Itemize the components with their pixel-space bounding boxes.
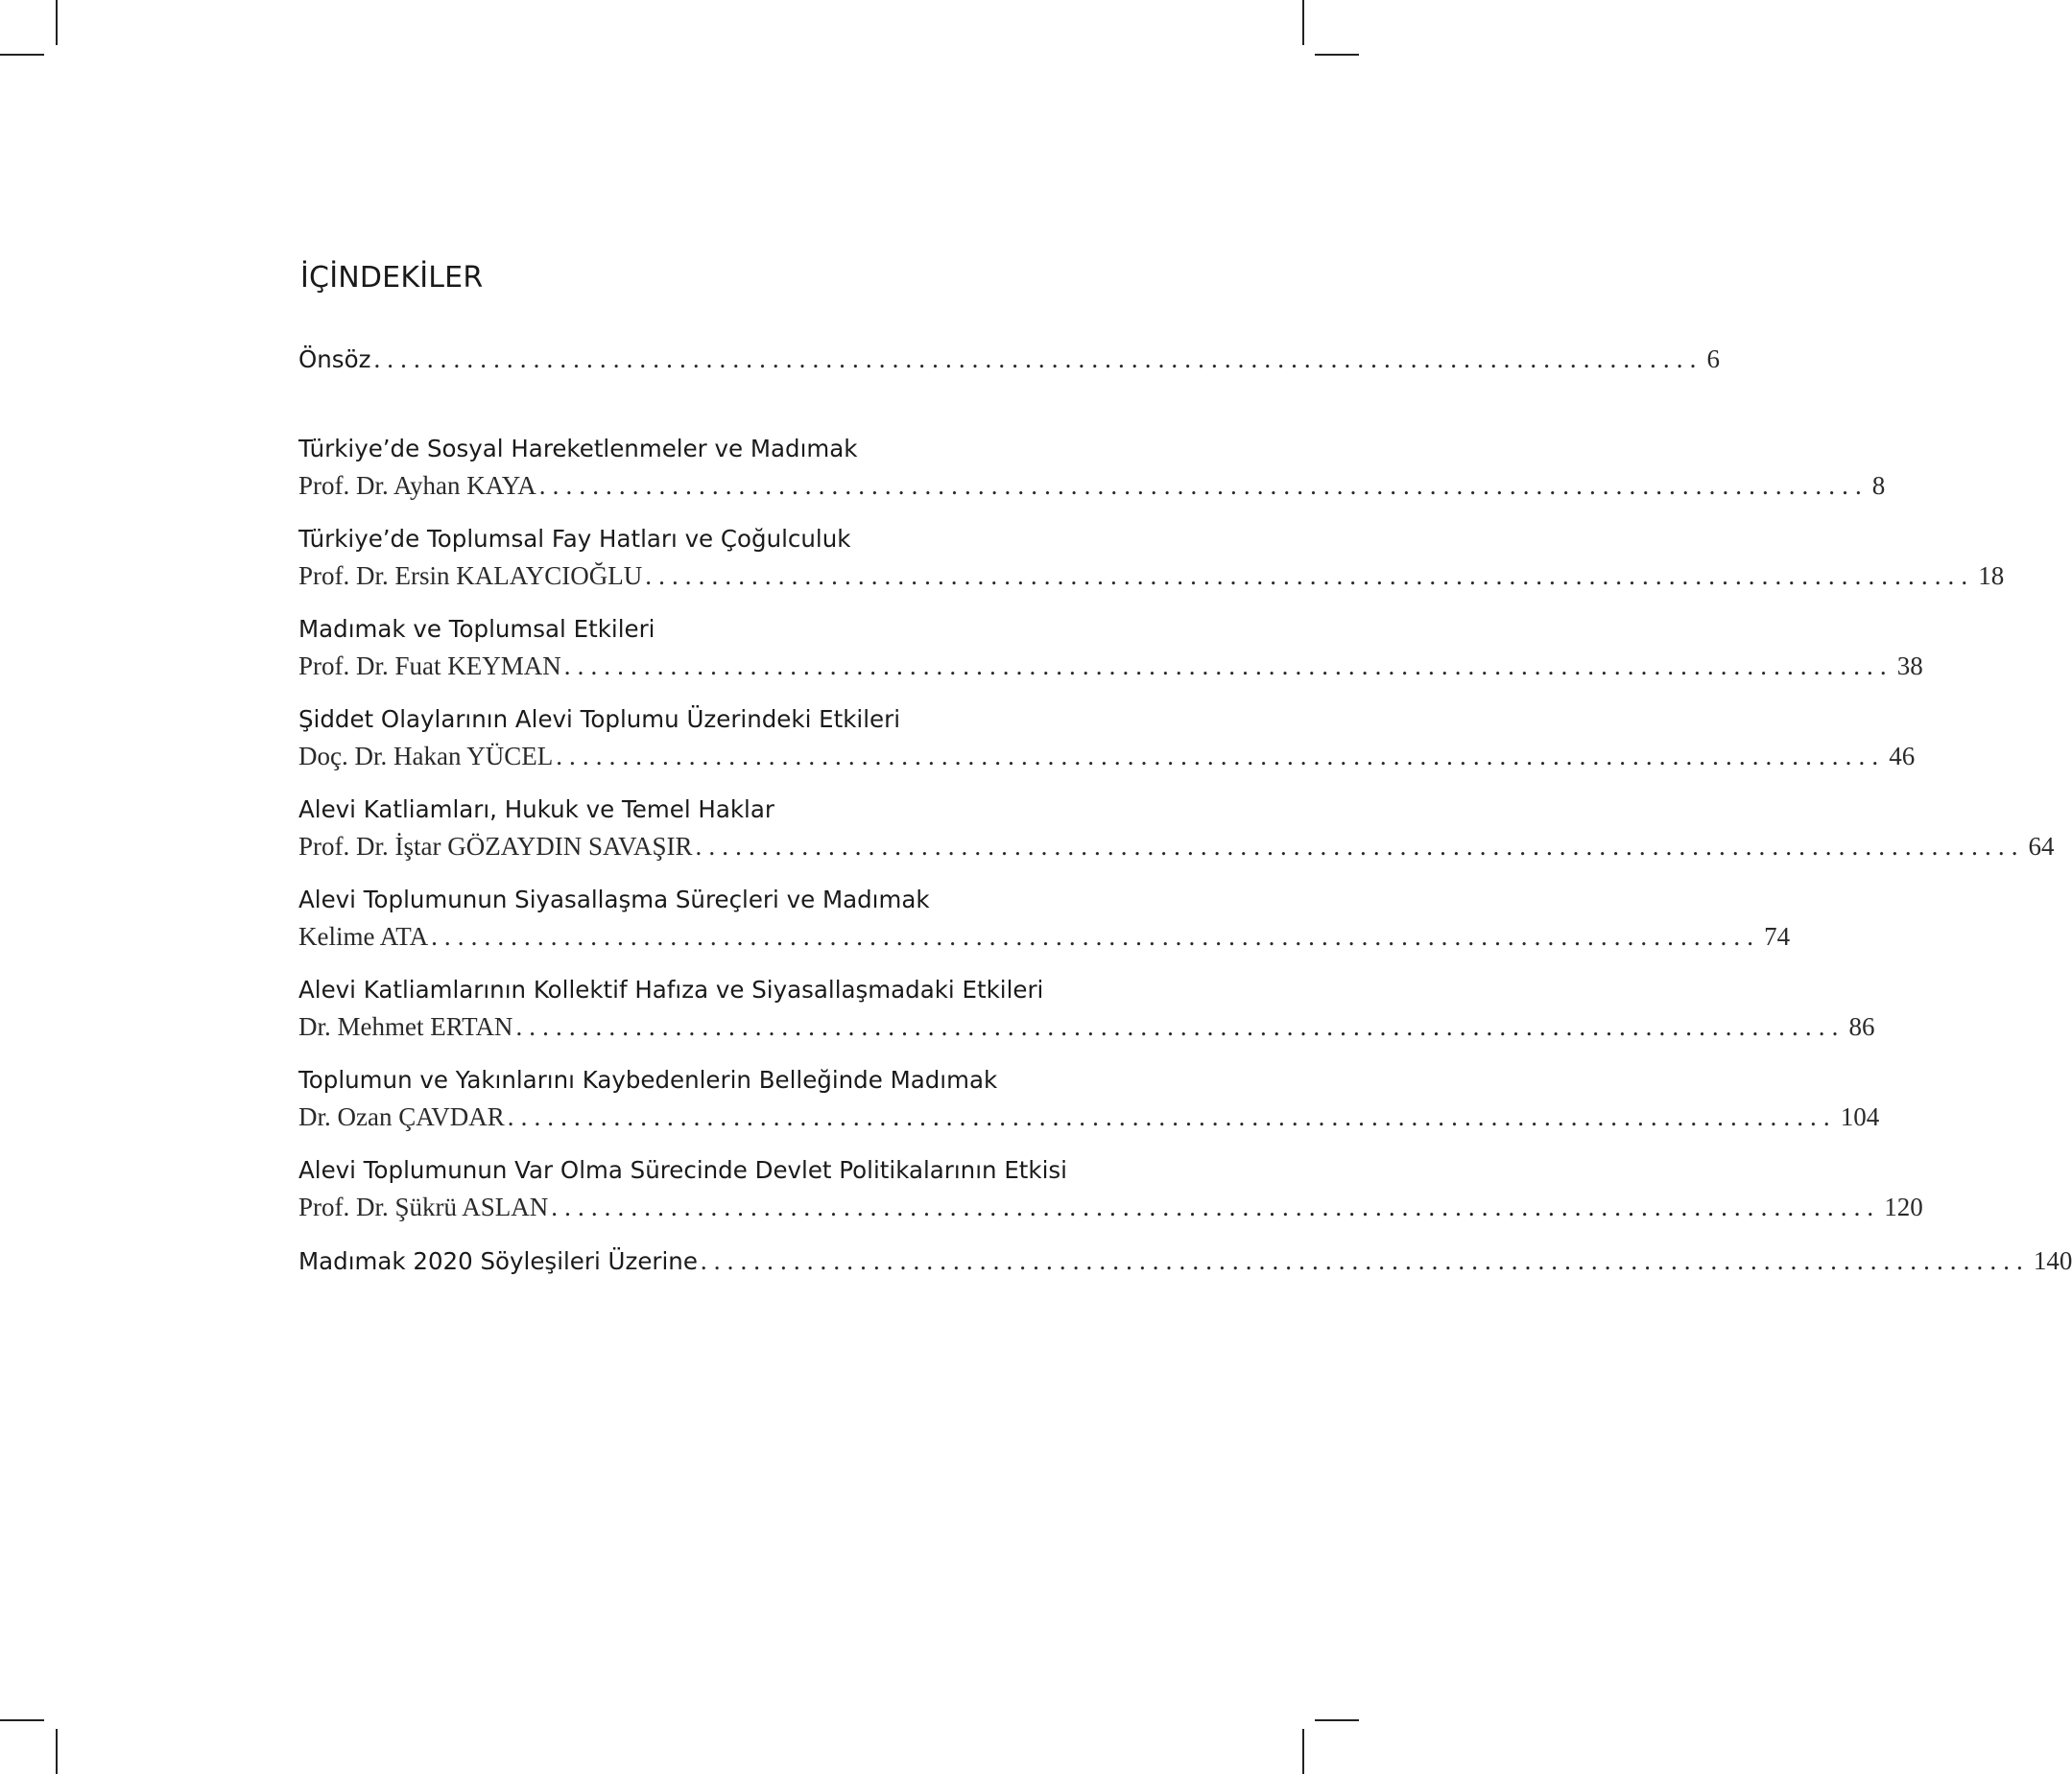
toc-entry-title: Madımak 2020 Söyleşileri Üzerine	[298, 1247, 698, 1275]
page-number: 86	[1848, 1012, 1875, 1041]
toc-entry-onsoz[interactable]	[298, 341, 1720, 377]
toc-entry[interactable]	[298, 1152, 1923, 1225]
toc-entry-title: Madımak ve Toplumsal Etkileri	[298, 615, 655, 643]
dot-leader: ....................................................................................................	[695, 832, 2025, 861]
toc-entry-title: Şiddet Olaylarının Alevi Toplumu Üzerindeki Etkileri	[298, 705, 900, 733]
toc-entry[interactable]	[298, 431, 1886, 504]
dot-leader: ....................................................................................................	[551, 1193, 1881, 1221]
toc-entry-author: Dr. Mehmet ERTAN	[298, 1012, 513, 1041]
crop-mark-top-left-vertical	[56, 0, 58, 45]
toc-entry-title: Türkiye’de Sosyal Hareketlenmeler ve Madımak	[298, 435, 858, 462]
dot-leader: ....................................................................................................	[431, 922, 1761, 951]
toc-entry[interactable]	[298, 701, 1916, 774]
toc-line	[298, 341, 1720, 377]
page-number: 6	[1706, 344, 1720, 373]
toc-heading: İÇİNDEKİLER	[300, 261, 484, 295]
page-number: 38	[1896, 651, 1923, 680]
toc-entry[interactable]	[298, 972, 1875, 1045]
page-number: 8	[1871, 471, 1886, 500]
crop-mark-top-right-horizontal	[1315, 54, 1359, 56]
toc-entry-title: Toplumun ve Yakınlarını Kaybedenlerin Belleğinde Madımak	[298, 1066, 998, 1094]
page-number: 120	[1884, 1193, 1923, 1221]
crop-mark-top-right-vertical	[1302, 0, 1304, 45]
toc-line	[298, 467, 1886, 504]
crop-mark-bottom-right-horizontal	[1315, 1719, 1359, 1721]
crop-mark-top-left-horizontal	[0, 54, 44, 56]
dot-leader: ....................................................................................................	[700, 1246, 2030, 1275]
dot-leader: ....................................................................................................	[538, 471, 1869, 500]
toc-line	[298, 828, 2055, 864]
toc-entry[interactable]	[298, 1062, 1880, 1135]
toc-entry-title: Türkiye’de Toplumsal Fay Hatları ve Çoğulculuk	[298, 525, 851, 553]
toc-line	[298, 1008, 1875, 1045]
toc-entry[interactable]	[298, 882, 1791, 955]
toc-entry-author: Doç. Dr. Hakan YÜCEL	[298, 742, 554, 770]
toc-line	[298, 738, 1916, 774]
toc-entry-title: Alevi Toplumunun Siyasallaşma Süreçleri ve Madımak	[298, 886, 930, 913]
dot-leader: ....................................................................................................	[515, 1012, 1846, 1041]
toc-entry[interactable]	[298, 792, 2055, 864]
toc-line	[298, 1099, 1880, 1135]
toc-entry-author: Kelime ATA	[298, 922, 429, 951]
toc-entry-author: Prof. Dr. İştar GÖZAYDIN SAVAŞIR	[298, 832, 693, 861]
toc-entry-title: Alevi Katliamları, Hukuk ve Temel Haklar	[298, 795, 774, 823]
toc-entry-title: Alevi Katliamlarının Kollektif Hafıza ve Siyasallaşmadaki Etkileri	[298, 976, 1044, 1004]
page-number: 74	[1764, 922, 1791, 951]
dot-leader: ....................................................................................................	[563, 651, 1893, 680]
toc-line	[298, 557, 2005, 594]
page-number: 18	[1978, 561, 2005, 590]
toc-entry-author: Prof. Dr. Fuat KEYMAN	[298, 651, 561, 680]
toc-entry-author: Dr. Ozan ÇAVDAR	[298, 1102, 505, 1131]
dot-leader: ....................................................................................................	[373, 344, 1703, 373]
toc-entry-author: Prof. Dr. Ersin KALAYCIOĞLU	[298, 561, 643, 590]
page-number: 46	[1889, 742, 1916, 770]
toc-line	[298, 648, 1923, 684]
toc-entry-author: Prof. Dr. Ayhan KAYA	[298, 471, 536, 500]
toc-entry-soylesiler[interactable]	[298, 1242, 2072, 1279]
toc-entry[interactable]	[298, 611, 1923, 684]
toc-line	[298, 1189, 1923, 1225]
crop-mark-bottom-right-vertical	[1302, 1729, 1304, 1774]
page-number: 104	[1840, 1102, 1880, 1131]
table-of-contents	[298, 341, 2072, 1279]
toc-entry-title: Önsöz	[298, 345, 371, 373]
page-number: 140	[2033, 1246, 2072, 1275]
dot-leader: ....................................................................................................	[556, 742, 1886, 770]
toc-line	[298, 918, 1791, 955]
toc-entry[interactable]	[298, 521, 2005, 594]
crop-mark-bottom-left-horizontal	[0, 1719, 44, 1721]
page-number: 64	[2028, 832, 2055, 861]
toc-line	[298, 1242, 2072, 1279]
dot-leader: ....................................................................................................	[507, 1102, 1837, 1131]
toc-entry-author: Prof. Dr. Şükrü ASLAN	[298, 1193, 549, 1221]
crop-mark-bottom-left-vertical	[56, 1729, 58, 1774]
toc-entry-title: Alevi Toplumunun Var Olma Sürecinde Devlet Politikalarının Etkisi	[298, 1156, 1067, 1184]
dot-leader: ....................................................................................................	[645, 561, 1975, 590]
